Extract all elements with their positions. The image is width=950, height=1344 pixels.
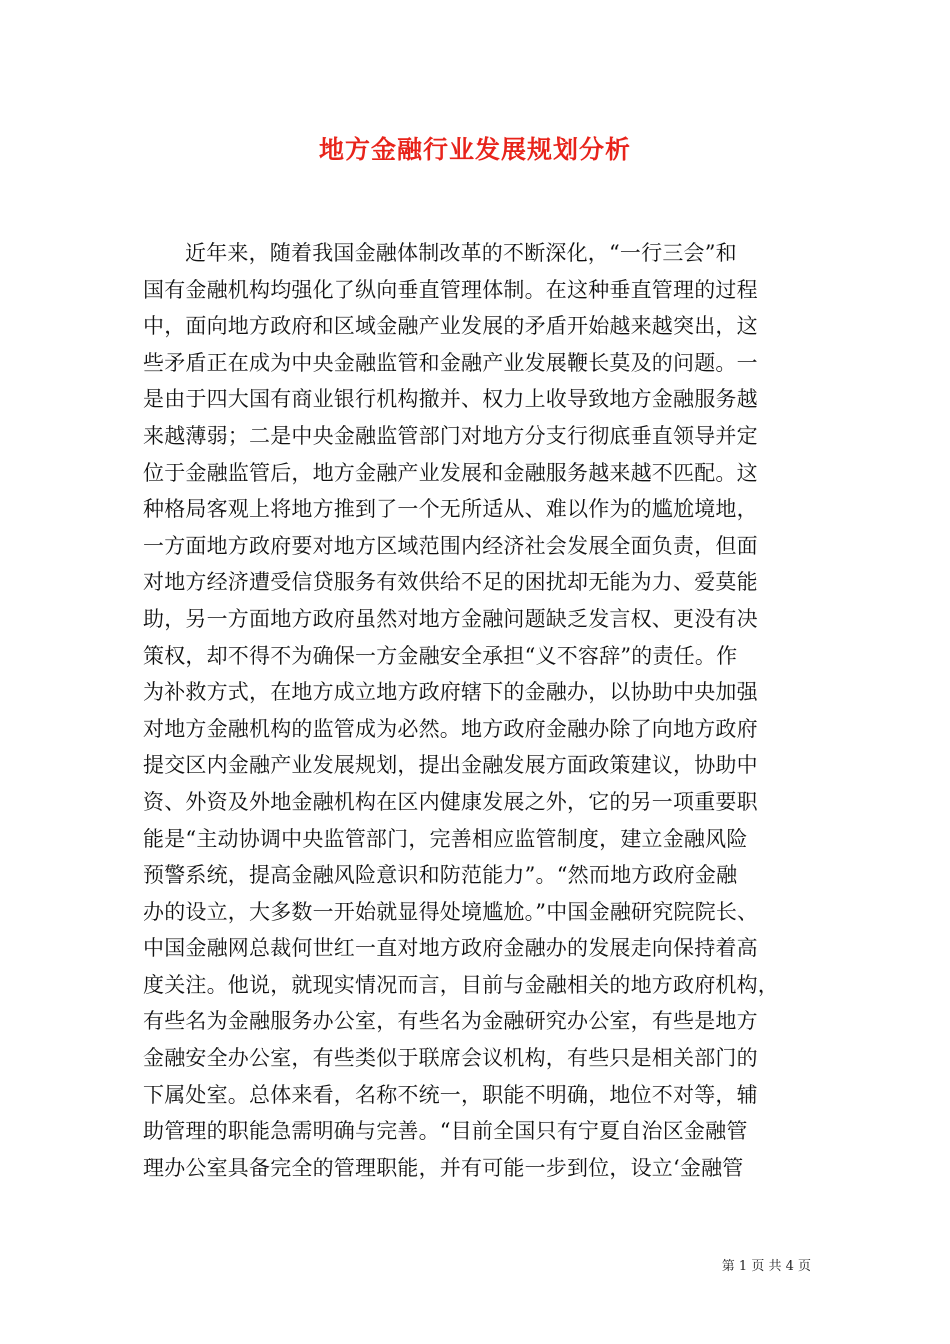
paragraph-line: 种格局客观上将地方推到了一个无所适从、难以作为的尴尬境地，: [143, 497, 758, 522]
paragraph-line: 助管理的职能急需明确与完善。“目前全国只有宁夏自治区金融管: [143, 1119, 748, 1144]
paragraph-line: 来越薄弱；二是中央金融监管部门对地方分支行彻底垂直领导并定: [143, 423, 758, 448]
paragraph-line: 一方面地方政府要对地方区域范围内经济社会发展全面负责，但面: [143, 533, 758, 558]
paragraph-line: 位于金融监管后，地方金融产业发展和金融服务越来越不匹配。这: [143, 460, 758, 485]
paragraph-line: 对地方经济遭受信贷服务有效供给不足的困扰却无能为力、爱莫能: [143, 570, 758, 595]
paragraph-line: 提交区内金融产业发展规划，提出金融发展方面政策建议，协助中: [143, 753, 758, 778]
paragraph-line: 为补救方式，在地方成立地方政府辖下的金融办，以协助中央加强: [143, 680, 758, 705]
paragraph-line: 是由于四大国有商业银行机构撤并、权力上收导致地方金融服务越: [143, 387, 758, 412]
paragraph-line: 中，面向地方政府和区域金融产业发展的矛盾开始越来越突出，这: [143, 314, 758, 339]
paragraph-line: 理办公室具备完全的管理职能，并有可能一步到位，设立‘金融管: [143, 1155, 744, 1180]
page-number: 第 1 页 共 4 页: [721, 1259, 811, 1274]
body-paragraph: [143, 235, 823, 1186]
paragraph-line: 对地方金融机构的监管成为必然。地方政府金融办除了向地方政府: [143, 716, 758, 741]
paragraph-line: 国有金融机构均强化了纵向垂直管理体制。在这种垂直管理的过程: [143, 277, 758, 302]
paragraph-line: 度关注。他说，就现实情况而言，目前与金融相关的地方政府机构，: [143, 972, 779, 997]
paragraph-line: 近年来，随着我国金融体制改革的不断深化，“一行三会”和: [185, 241, 737, 265]
paragraph-line: 有些名为金融服务办公室，有些名为金融研究办公室，有些是地方: [143, 1009, 758, 1034]
paragraph-line: 预警系统，提高金融风险意识和防范能力”。“然而地方政府金融: [143, 863, 738, 888]
paragraph-line: 金融安全办公室，有些类似于联席会议机构，有些只是相关部门的: [143, 1046, 758, 1071]
paragraph-line: 中国金融网总裁何世红一直对地方政府金融办的发展走向保持着高: [143, 936, 758, 961]
page-title: 地方金融行业发展规划分析: [318, 135, 631, 164]
paragraph-line: 策权，却不得不为确保一方金融安全承担“义不容辞”的责任。作: [143, 643, 738, 668]
paragraph-line: 下属处室。总体来看，名称不统一，职能不明确，地位不对等，辅: [143, 1082, 758, 1107]
paragraph-line: 助，另一方面地方政府虽然对地方金融问题缺乏发言权、更没有决: [143, 606, 758, 631]
paragraph-line: 资、外资及外地金融机构在区内健康发展之外，它的另一项重要职: [143, 789, 758, 814]
paragraph-line: 能是“主动协调中央监管部门，完善相应监管制度，建立金融风险: [143, 826, 748, 851]
paragraph-line: 些矛盾正在成为中央金融监管和金融产业发展鞭长莫及的问题。一: [143, 350, 758, 375]
paragraph-line: 办的设立，大多数一开始就显得处境尴尬。”中国金融研究院院长、: [143, 899, 759, 924]
